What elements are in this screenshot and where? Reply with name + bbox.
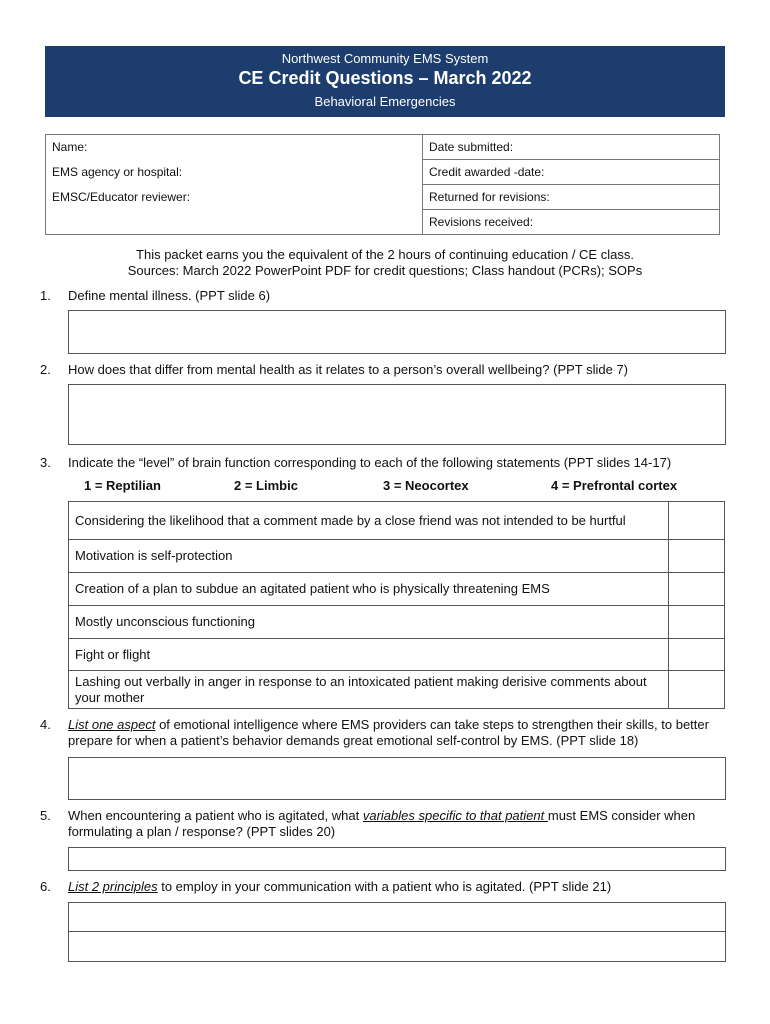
statement-text: Lashing out verbally in anger in response to an intoxicated patient making derisive comments about your mother	[69, 671, 669, 709]
question-2	[40, 362, 730, 378]
header-banner	[45, 46, 725, 117]
answer-box-5[interactable]	[68, 847, 726, 871]
question-text: Indicate the “level” of brain function corresponding to each of the following statements (PPT slides 14-17)	[68, 455, 672, 470]
revisions-received-field[interactable]: Revisions received:	[423, 210, 720, 235]
question-text-pre: When encountering a patient who is agitated, what	[68, 808, 363, 823]
question-number: 6.	[40, 879, 51, 894]
answer-box-6a[interactable]	[68, 902, 726, 932]
question-text: How does that differ from mental health as it relates to a person’s overall wellbeing? (PPT slide 7)	[68, 362, 629, 377]
statement-text: Fight or flight	[69, 639, 669, 671]
credit-awarded-field[interactable]: Credit awarded -date:	[423, 160, 720, 185]
question-number: 1.	[40, 288, 51, 303]
table-row	[69, 502, 725, 540]
statement-text: Motivation is self-protection	[69, 540, 669, 573]
level-answer-cell[interactable]	[669, 671, 725, 709]
question-5	[40, 808, 730, 840]
returned-for-revisions-field[interactable]: Returned for revisions:	[423, 185, 720, 210]
emphasized-phrase: variables specific to that patient	[362, 808, 548, 823]
emphasized-phrase: List 2 principles	[68, 879, 158, 894]
table-row	[69, 573, 725, 606]
table-row	[69, 639, 725, 671]
level-2-label: 2 = Limbic	[234, 478, 298, 493]
info-row	[46, 135, 720, 160]
question-number: 5.	[40, 808, 51, 823]
info-row	[46, 210, 720, 235]
table-row	[69, 606, 725, 639]
question-text	[68, 808, 730, 840]
level-answer-cell[interactable]	[669, 606, 725, 639]
level-answer-cell[interactable]	[669, 639, 725, 671]
emphasized-phrase: List one aspect	[68, 717, 156, 732]
question-text: Define mental illness. (PPT slide 6)	[68, 288, 271, 303]
agency-field[interactable]: EMS agency or hospital:	[46, 160, 423, 185]
document-subtitle: Behavioral Emergencies	[314, 94, 456, 109]
answer-box-1[interactable]	[68, 310, 726, 354]
table-row	[69, 540, 725, 573]
organization-name: Northwest Community EMS System	[281, 51, 489, 66]
question-6	[40, 879, 730, 895]
brain-level-matching-table	[68, 501, 725, 709]
info-row	[46, 185, 720, 210]
statement-text: Creation of a plan to subdue an agitated patient who is physically threatening EMS	[69, 573, 669, 606]
statement-text: Mostly unconscious functioning	[69, 606, 669, 639]
question-text-rest: must EMS consider when formulating a plan / response? (PPT slides 20)	[68, 808, 696, 839]
level-answer-cell[interactable]	[669, 540, 725, 573]
level-3-label: 3 = Neocortex	[383, 478, 469, 493]
question-3	[40, 455, 730, 471]
submission-info-table	[45, 134, 720, 235]
table-row	[69, 671, 725, 709]
level-1-label: 1 = Reptilian	[84, 478, 161, 493]
reviewer-field[interactable]: EMSC/Educator reviewer:	[46, 185, 423, 210]
question-number: 2.	[40, 362, 51, 377]
answer-box-6b[interactable]	[68, 931, 726, 962]
question-text-rest: of emotional intelligence where EMS providers can take steps to strengthen their skills, to better prepare for when a patient’s behavior demands great emotional self-control by EMS. (PPT slide 18)	[68, 717, 709, 748]
level-answer-cell[interactable]	[669, 502, 725, 540]
question-text	[68, 717, 730, 749]
question-number: 3.	[40, 455, 51, 470]
document-title: CE Credit Questions – March 2022	[238, 68, 532, 88]
answer-box-2[interactable]	[68, 384, 726, 445]
answer-box-4[interactable]	[68, 757, 726, 800]
statement-text: Considering the likelihood that a comment made by a close friend was not intended to be hurtful	[69, 502, 669, 540]
question-number: 4.	[40, 717, 51, 732]
info-row	[46, 160, 720, 185]
reviewer-field-continued	[46, 210, 423, 235]
intro-line-1: This packet earns you the equivalent of the 2 hours of continuing education / CE class.	[136, 247, 634, 262]
level-answer-cell[interactable]	[669, 573, 725, 606]
question-text	[68, 879, 730, 895]
date-submitted-field[interactable]: Date submitted:	[423, 135, 720, 160]
level-4-label: 4 = Prefrontal cortex	[551, 478, 678, 493]
name-field[interactable]: Name:	[46, 135, 423, 160]
question-text-rest: to employ in your communication with a patient who is agitated. (PPT slide 21)	[157, 879, 612, 894]
question-4	[40, 717, 730, 749]
question-1	[40, 288, 730, 304]
intro-line-2: Sources: March 2022 PowerPoint PDF for credit questions; Class handout (PCRs); SOPs	[127, 263, 643, 278]
